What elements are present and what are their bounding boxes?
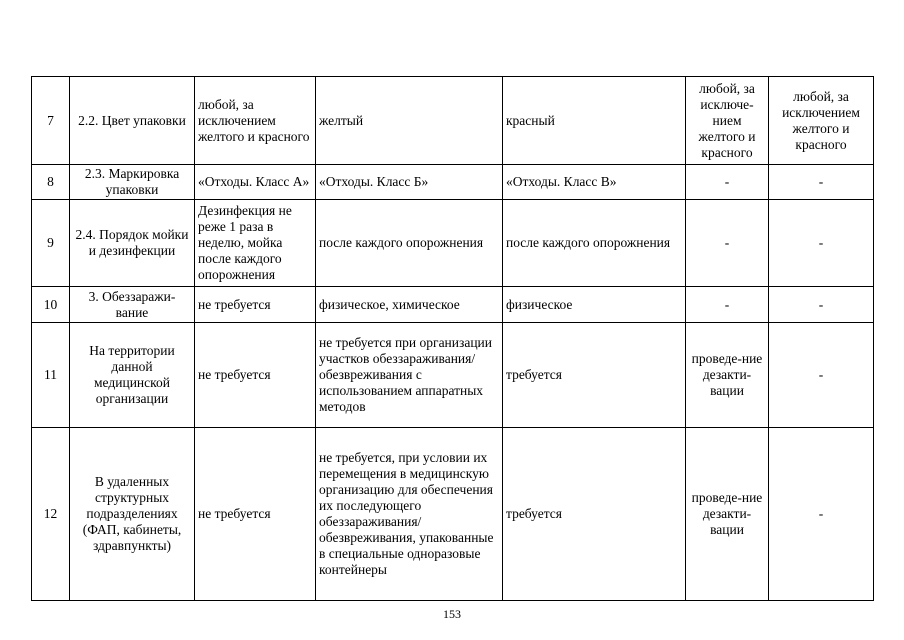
class-a-cell: Дезинфекция не реже 1 раза в неделю, мойка после каждого опорожнения <box>195 200 316 287</box>
row-name: 2.4. Порядок мойки и дезинфекции <box>70 200 195 287</box>
class-b-cell: не требуется при организации участков обеззараживания/ обезвреживания с использованием аппаратных методов <box>316 323 503 428</box>
class-b-cell: «Отходы. Класс Б» <box>316 165 503 200</box>
class-g-cell: проведе-ние дезакти-вации <box>686 323 769 428</box>
class-v-cell: требуется <box>503 428 686 601</box>
row-number: 7 <box>32 77 70 165</box>
page-number: 153 <box>443 607 461 621</box>
class-a-cell: любой, за исключением желтого и красного <box>195 77 316 165</box>
row-name: На территории данной медицинской организации <box>70 323 195 428</box>
class-b-cell: не требуется, при условии их перемещения в медицинскую организацию для обеспечения их последующего обеззараживания/ обезвреживания, упакованные в специальные одноразовые контейнеры <box>316 428 503 601</box>
row-number: 12 <box>32 428 70 601</box>
class-v-cell: «Отходы. Класс В» <box>503 165 686 200</box>
table-row <box>32 165 874 200</box>
class-v-cell: физическое <box>503 287 686 323</box>
class-g-cell: проведе-ние дезакти-вации <box>686 428 769 601</box>
table-row <box>32 200 874 287</box>
class-g-cell: - <box>686 165 769 200</box>
table-row <box>32 287 874 323</box>
class-g-cell: любой, за исключе-нием желтого и красного <box>686 77 769 165</box>
class-d-cell: - <box>769 428 874 601</box>
class-v-cell: красный <box>503 77 686 165</box>
class-b-cell: после каждого опорожнения <box>316 200 503 287</box>
class-a-cell: не требуется <box>195 287 316 323</box>
row-name: 2.3. Маркировка упаковки <box>70 165 195 200</box>
class-a-cell: «Отходы. Класс А» <box>195 165 316 200</box>
class-d-cell: - <box>769 200 874 287</box>
class-v-cell: требуется <box>503 323 686 428</box>
row-number: 10 <box>32 287 70 323</box>
waste-classification-table <box>31 76 874 601</box>
table-row <box>32 323 874 428</box>
row-name: 3. Обеззаражи-вание <box>70 287 195 323</box>
class-a-cell: не требуется <box>195 323 316 428</box>
table-row <box>32 428 874 601</box>
row-number: 8 <box>32 165 70 200</box>
class-d-cell: любой, за исключением желтого и красного <box>769 77 874 165</box>
class-d-cell: - <box>769 165 874 200</box>
class-b-cell: желтый <box>316 77 503 165</box>
table-row <box>32 77 874 165</box>
row-number: 9 <box>32 200 70 287</box>
class-g-cell: - <box>686 287 769 323</box>
class-g-cell: - <box>686 200 769 287</box>
class-a-cell: не требуется <box>195 428 316 601</box>
row-name: 2.2. Цвет упаковки <box>70 77 195 165</box>
class-v-cell: после каждого опорожнения <box>503 200 686 287</box>
class-d-cell: - <box>769 323 874 428</box>
row-name: В удаленных структурных подразделениях (ФАП, кабинеты, здравпункты) <box>70 428 195 601</box>
class-b-cell: физическое, химическое <box>316 287 503 323</box>
class-d-cell: - <box>769 287 874 323</box>
row-number: 11 <box>32 323 70 428</box>
